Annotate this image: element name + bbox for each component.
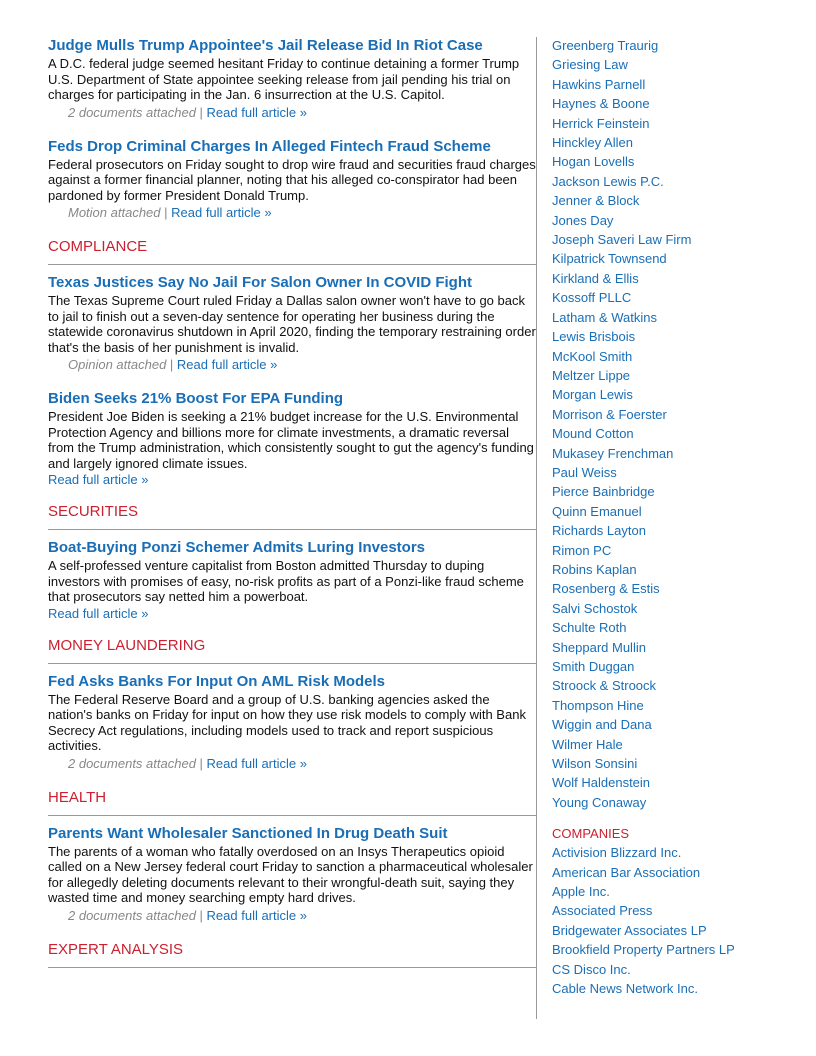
- article: [48, 824, 537, 926]
- article-meta: [48, 103, 537, 123]
- company-link[interactable]: Cable News Network Inc.: [552, 981, 698, 997]
- read-full-article-link[interactable]: Read full article »: [206, 104, 307, 120]
- law-firm-link[interactable]: Wiggin and Dana: [552, 717, 652, 733]
- article-meta: [48, 203, 537, 223]
- law-firm-link[interactable]: Morrison & Foerster: [552, 406, 667, 422]
- article: [48, 389, 537, 488]
- law-firm-link[interactable]: Paul Weiss: [552, 464, 617, 480]
- read-full-article-link[interactable]: Read full article »: [206, 907, 307, 923]
- article-summary: The parents of a woman who fatally overdosed on an Insys Therapeutics opioid called on a New Jersey federal court Friday to sanction a pharmaceutical wholesaler for allegedly deleting documents relevant to their wrongful-death suit, saying they wasted time and money searching empty hard drives.: [48, 843, 533, 905]
- read-full-article-link[interactable]: Read full article »: [171, 205, 272, 220]
- attachment-note: 2 documents attached: [68, 907, 196, 923]
- law-firm-link[interactable]: Young Conaway: [552, 794, 647, 810]
- company-link[interactable]: Apple Inc.: [552, 884, 610, 900]
- law-firm-link[interactable]: Rosenberg & Estis: [552, 581, 660, 597]
- company-link[interactable]: Activision Blizzard Inc.: [552, 845, 682, 861]
- law-firm-link[interactable]: McKool Smith: [552, 348, 633, 364]
- attachment-note: 2 documents attached: [68, 755, 196, 771]
- company-link[interactable]: American Bar Association: [552, 864, 701, 880]
- law-firm-link[interactable]: Jones Day: [552, 212, 614, 228]
- law-firm-link[interactable]: Mound Cotton: [552, 426, 634, 442]
- article-title-link[interactable]: Judge Mulls Trump Appointee's Jail Release Bid In Riot Case: [48, 37, 483, 54]
- section-heading: EXPERT ANALYSIS: [48, 940, 537, 968]
- article-summary: President Joe Biden is seeking a 21% budget increase for the U.S. Environmental Protection Agency and billions more for climate investments, a dramatic reversal from the Trump administration, which consistently sought to gut the agency's funding and largely ignored climate issues.: [48, 409, 534, 471]
- law-firm-link[interactable]: Hawkins Parnell: [552, 76, 646, 92]
- law-firm-link[interactable]: Kirkland & Ellis: [552, 270, 639, 286]
- attachment-note: 2 documents attached: [68, 104, 196, 120]
- law-firm-link[interactable]: Pierce Bainbridge: [552, 484, 655, 500]
- law-firm-link[interactable]: Haynes & Boone: [552, 96, 650, 112]
- law-firm-link[interactable]: Thompson Hine: [552, 697, 644, 713]
- article-summary: The Federal Reserve Board and a group of U.S. banking agencies asked the nation's banks on Friday for input on how they use risk models to comply with Bank Secrecy Act regulations, including models used to track and report suspicious activities.: [48, 691, 526, 753]
- article-title-link[interactable]: Texas Justices Say No Jail For Salon Owner In COVID Fight: [48, 274, 472, 291]
- separator: |: [195, 755, 207, 771]
- article-meta: [48, 906, 537, 926]
- law-firm-link[interactable]: Kossoff PLLC: [552, 290, 632, 306]
- law-firm-link[interactable]: Stroock & Stroock: [552, 678, 657, 694]
- read-full-article-link[interactable]: Read full article »: [176, 357, 278, 372]
- law-firm-link[interactable]: Jenner & Block: [552, 193, 640, 209]
- article-summary: Federal prosecutors on Friday sought to drop wire fraud and securities fraud charges against a former financial planner, noting that his alleged co-conspirator had been pardoned by former President Donald Trump.: [48, 156, 536, 203]
- section-heading: MONEY LAUNDERING: [48, 636, 537, 664]
- law-firm-link[interactable]: Wolf Haldenstein: [552, 775, 651, 791]
- article: [48, 273, 537, 375]
- law-firm-link[interactable]: Hogan Lovells: [552, 154, 635, 170]
- separator: |: [195, 104, 207, 120]
- law-firm-link[interactable]: Greenberg Traurig: [552, 38, 659, 53]
- article-title-link[interactable]: Fed Asks Banks For Input On AML Risk Models: [48, 672, 385, 690]
- article-title-link[interactable]: Parents Want Wholesaler Sanctioned In Drug Death Suit: [48, 824, 448, 842]
- article-summary: A self-professed venture capitalist from Boston admitted Thursday to duping investors with promises of easy, no-risk profits as part of a Ponzi-like fraud scheme that prosecutors say netted him a powerboat.: [48, 558, 524, 604]
- read-full-article-link[interactable]: Read full article »: [48, 472, 149, 487]
- company-link[interactable]: Bridgewater Associates LP: [552, 922, 707, 938]
- law-firm-link[interactable]: Mukasey Frenchman: [552, 445, 674, 461]
- company-link[interactable]: CS Disco Inc.: [552, 961, 631, 977]
- sidebar-column: [552, 36, 802, 999]
- article: [48, 672, 537, 774]
- article-summary: A D.C. federal judge seemed hesitant Friday to continue detaining a former Trump U.S. Department of State appointee seeking release from jail pending his trial on charges for participating in the Jan. 6 insurrection at the U.S. Capitol.: [48, 56, 520, 102]
- law-firm-link[interactable]: Jackson Lewis P.C.: [552, 173, 664, 189]
- law-firm-link[interactable]: Rimon PC: [552, 542, 612, 558]
- separator: |: [160, 205, 172, 220]
- law-firm-link[interactable]: Griesing Law: [552, 57, 628, 73]
- read-full-article-link[interactable]: Read full article »: [206, 755, 307, 771]
- company-link[interactable]: Associated Press: [552, 903, 653, 919]
- section-heading: COMPLIANCE: [48, 237, 537, 265]
- law-firm-link[interactable]: Smith Duggan: [552, 659, 635, 674]
- article-title-link[interactable]: Boat-Buying Ponzi Schemer Admits Luring Investors: [48, 539, 425, 556]
- article-title-link[interactable]: Feds Drop Criminal Charges In Alleged Fintech Fraud Scheme: [48, 137, 491, 155]
- law-firm-link[interactable]: Meltzer Lippe: [552, 367, 631, 383]
- article: [48, 538, 537, 622]
- separator: |: [195, 907, 207, 923]
- law-firm-link[interactable]: Schulte Roth: [552, 620, 627, 636]
- law-firm-link[interactable]: Kilpatrick Townsend: [552, 251, 667, 267]
- attachment-note: Opinion attached: [68, 357, 167, 372]
- law-firm-link[interactable]: Joseph Saveri Law Firm: [552, 232, 692, 248]
- section-heading: HEALTH: [48, 788, 537, 816]
- law-firm-link[interactable]: Sheppard Mullin: [552, 639, 646, 655]
- law-firm-link[interactable]: Latham & Watkins: [552, 309, 658, 325]
- law-firm-link[interactable]: Robins Kaplan: [552, 561, 637, 577]
- law-firm-link[interactable]: Richards Layton: [552, 523, 646, 539]
- law-firm-link[interactable]: Herrick Feinstein: [552, 115, 650, 131]
- law-firm-link[interactable]: Lewis Brisbois: [552, 329, 636, 345]
- company-link[interactable]: Brookfield Property Partners LP: [552, 942, 735, 958]
- law-firm-link[interactable]: Quinn Emanuel: [552, 503, 642, 519]
- attachment-note: Motion attached: [68, 205, 161, 220]
- law-firm-link[interactable]: Wilmer Hale: [552, 736, 623, 752]
- companies-heading: COMPANIES: [552, 826, 630, 842]
- column-divider: [536, 37, 537, 1019]
- law-firm-link[interactable]: Wilson Sonsini: [552, 756, 638, 772]
- law-firm-link[interactable]: Salvi Schostok: [552, 600, 638, 616]
- separator: |: [166, 357, 177, 372]
- section-heading: SECURITIES: [48, 502, 537, 530]
- article: [48, 36, 537, 123]
- article-title-link[interactable]: Biden Seeks 21% Boost For EPA Funding: [48, 390, 344, 407]
- article: [48, 137, 537, 224]
- law-firm-link[interactable]: Morgan Lewis: [552, 387, 633, 403]
- article-meta: [48, 355, 537, 375]
- article-summary: The Texas Supreme Court ruled Friday a Dallas salon owner won't have to go back to jail to finish out a seven-day sentence for operating her business during the statewide coronavirus shutdown in April 2020, finding the temporary restraining order that's the basis of her punishment is invalid.: [48, 293, 536, 355]
- article-meta: [48, 754, 537, 774]
- main-column: [48, 36, 537, 976]
- law-firm-link[interactable]: Hinckley Allen: [552, 135, 633, 151]
- read-full-article-link[interactable]: Read full article »: [48, 605, 149, 621]
